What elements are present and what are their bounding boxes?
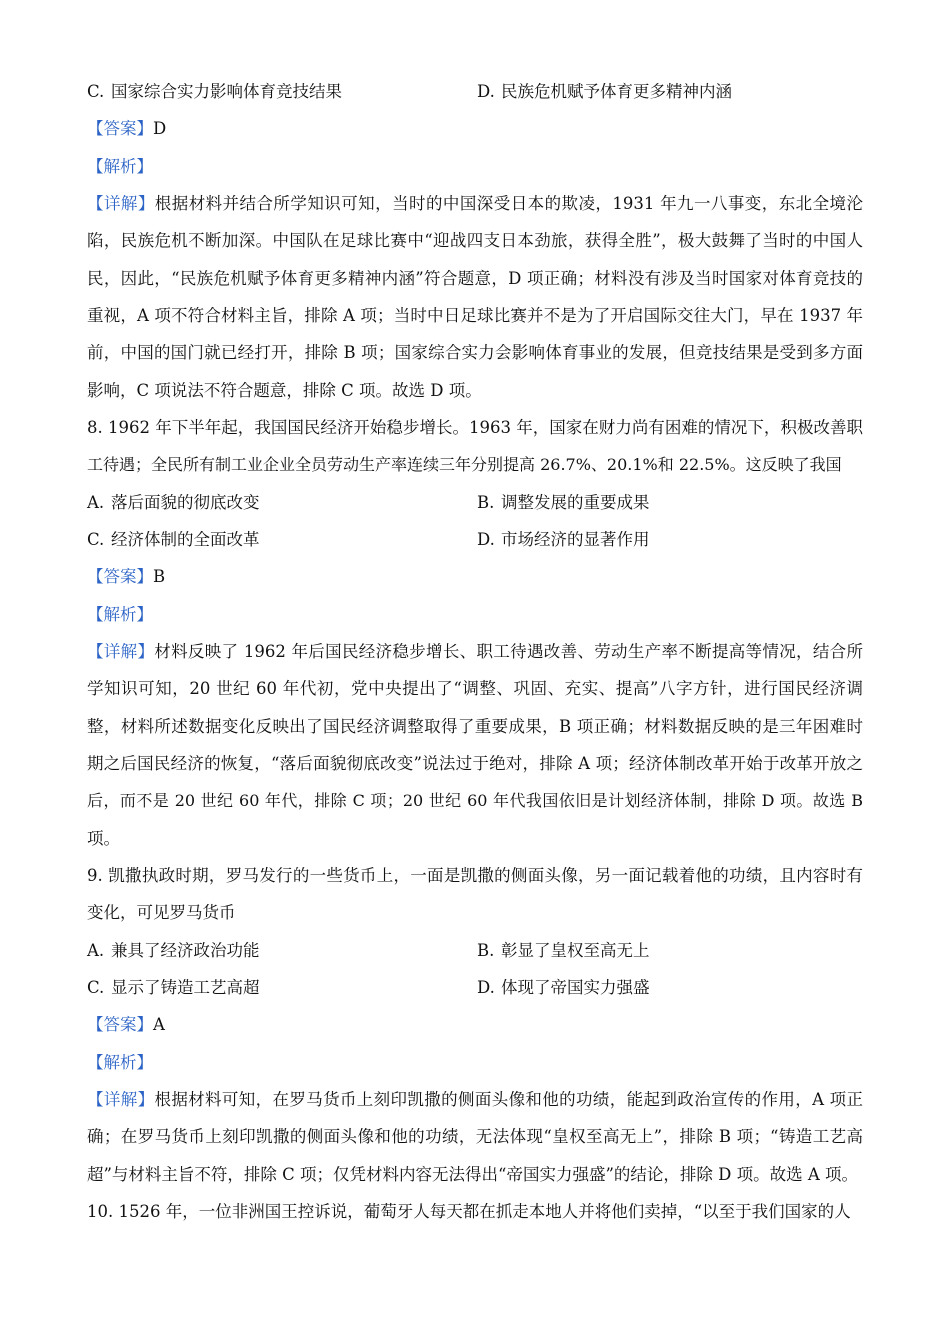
q8-detail-line: 整，材料所述数据变化反映出了国民经济调整取得了重要成果，B 项正确；材料数据反映的是三年困难时 xyxy=(87,717,863,736)
q9-detail-line: 确；在罗马货币上刻印凯撒的侧面头像和他的功绩，无法体现“皇权至高无上”，排除 B 项；“铸造工艺高 xyxy=(87,1127,863,1146)
q9-detail-line: 【详解】根据材料可知，在罗马货币上刻印凯撒的侧面头像和他的功绩，能起到政治宣传的作用，A 项正 xyxy=(87,1090,863,1109)
q8-detail-line: 期之后国民经济的恢复，“落后面貌彻底改变”说法过于绝对，排除 A 项；经济体制改革开始于改革开放之 xyxy=(87,754,863,773)
q7-detail-line: 前，中国的国门就已经打开，排除 B 项；国家综合实力会影响体育事业的发展，但竞技结果是受到多方面 xyxy=(87,343,863,362)
q7-detail-line: 陷，民族危机不断加深。中国队在足球比赛中“迎战四支日本劲旅，获得全胜”，极大鼓舞了当时的中国人 xyxy=(87,231,863,250)
q9-stem-line: 变化，可见罗马货币 xyxy=(87,903,236,922)
q7-detail-line: 重视，A 项不符合材料主旨，排除 A 项；当时中日足球比赛并不是为了开启国际交往大门，早在 1937 年 xyxy=(87,306,863,325)
q8-option-d[interactable]: D. 市场经济的显著作用 xyxy=(477,530,650,549)
q9-detail-line: 超”与材料主旨不符，排除 C 项；仅凭材料内容无法得出“帝国实力强盛”的结论，排除 D 项。故选 A 项。 xyxy=(87,1165,859,1184)
q8-option-c[interactable]: C. 经济体制的全面改革 xyxy=(87,530,260,549)
q7-detail-line: 民，因此，“民族危机赋予体育更多精神内涵”符合题意，D 项正确；材料没有涉及当时国家对体育竞技的 xyxy=(87,269,863,288)
q9-analysis-label: 【解析】 xyxy=(87,1053,153,1072)
q8-analysis-label: 【解析】 xyxy=(87,605,153,624)
q8-option-b[interactable]: B. 调整发展的重要成果 xyxy=(477,493,650,512)
q8-options-row-ab xyxy=(87,491,887,515)
q9-option-a[interactable]: A. 兼具了经济政治功能 xyxy=(87,941,260,960)
q7-detail-line: 影响，C 项说法不符合题意，排除 C 项。故选 D 项。 xyxy=(87,381,482,400)
q9-options-row-cd xyxy=(87,976,887,1000)
q9-answer: 【答案】A xyxy=(87,1015,165,1034)
q8-option-a[interactable]: A. 落后面貌的彻底改变 xyxy=(87,493,260,512)
q8-options-row-cd xyxy=(87,528,887,552)
q7-analysis-label: 【解析】 xyxy=(87,157,153,176)
q8-stem-line: 8. 1962 年下半年起，我国国民经济开始稳步增长。1963 年，国家在财力尚有困难的情况下，积极改善职 xyxy=(87,418,863,437)
q8-detail-line: 后，而不是 20 世纪 60 年代，排除 C 项；20 世纪 60 年代我国依旧是计划经济体制，排除 D 项。故选 B xyxy=(87,791,863,810)
q7-option-c[interactable]: C. 国家综合实力影响体育竞技结果 xyxy=(87,82,342,101)
q8-answer: 【答案】B xyxy=(87,567,166,586)
q7-options-row-cd xyxy=(87,80,887,104)
q7-option-d[interactable]: D. 民族危机赋予体育更多精神内涵 xyxy=(477,82,732,101)
q8-detail-line: 项。 xyxy=(87,829,120,848)
q8-detail-line: 学知识可知，20 世纪 60 年代初，党中央提出了“调整、巩固、充实、提高”八字方针，进行国民经济调 xyxy=(87,679,863,698)
q8-detail-line: 【详解】材料反映了 1962 年后国民经济稳步增长、职工待遇改善、劳动生产率不断提高等情况，结合所 xyxy=(87,642,864,661)
q9-stem-line: 9. 凯撒执政时期，罗马发行的一些货币上，一面是凯撒的侧面头像，另一面记载着他的功绩，且内容时有 xyxy=(87,866,863,885)
q9-options-row-ab xyxy=(87,939,887,963)
q9-option-b[interactable]: B. 彰显了皇权至高无上 xyxy=(477,941,650,960)
q9-option-c[interactable]: C. 显示了铸造工艺高超 xyxy=(87,978,260,997)
q9-option-d[interactable]: D. 体现了帝国实力强盛 xyxy=(477,978,650,997)
q7-answer: 【答案】D xyxy=(87,119,167,138)
q10-stem-line: 10. 1526 年，一位非洲国王控诉说，葡萄牙人每天都在抓走本地人并将他们卖掉，“以至于我们国家的人 xyxy=(87,1202,851,1221)
q7-detail-line: 【详解】根据材料并结合所学知识可知，当时的中国深受日本的欺凌，1931 年九一八事变，东北全境沦 xyxy=(87,194,863,213)
q8-stem-line: 工待遇；全民所有制工业企业全员劳动生产率连续三年分别提高 26.7%、20.1%和 22.5%。这反映了我国 xyxy=(87,455,842,474)
